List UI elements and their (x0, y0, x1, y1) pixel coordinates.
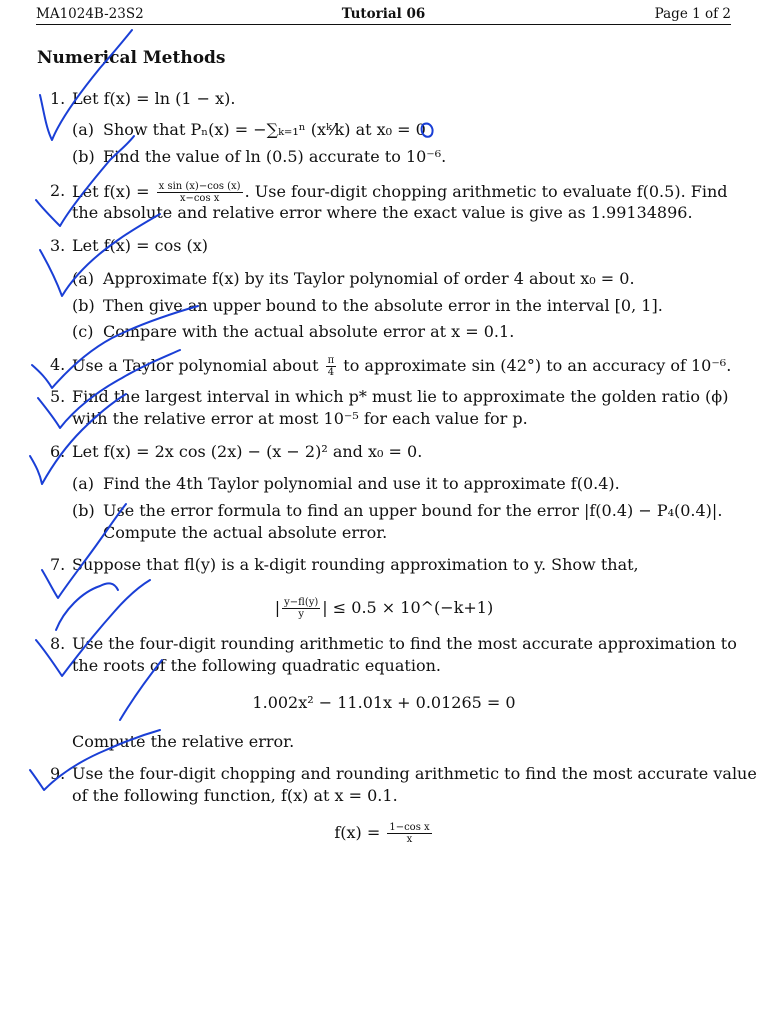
q2-fraction (157, 181, 243, 204)
q4-text (72, 355, 731, 378)
section-title: Numerical Methods (37, 48, 226, 68)
q4-number: 4. (50, 355, 66, 374)
q9-eq-fraction (387, 822, 431, 845)
q2-line2: the absolute and relative error where the exact value is give as 1.99134896. (72, 203, 693, 222)
q1a-text (103, 120, 426, 140)
q6a-label: (a) (72, 474, 95, 493)
q2-number: 2. (50, 181, 66, 200)
q3-stem: Let f(x) = cos (x) (72, 236, 209, 255)
checkmark-q6 (30, 394, 126, 484)
q6a-text: Find the 4th Taylor polynomial and use it to approximate f(0.4). (103, 474, 620, 493)
q8-number: 8. (50, 634, 66, 653)
q7-eq-frac-den: y (298, 609, 305, 620)
q1a-text-post: at x₀ = 0 (350, 120, 426, 139)
q1a-label: (a) (72, 120, 95, 139)
q1-stem: Let f(x) = ln (1 − x). (72, 89, 236, 108)
q4-pre: Use a Taylor polynomial about (72, 356, 324, 375)
q2-frac-num: x sin (x)−cos (x) (158, 181, 241, 192)
q3a-text: Approximate f(x) by its Taylor polynomial of order 4 about x₀ = 0. (103, 269, 635, 288)
q9-equation (0, 822, 768, 845)
q4-post: to approximate sin (42°) to an accuracy of 10⁻⁶. (338, 356, 732, 375)
q8-after: Compute the relative error. (72, 732, 295, 751)
q1b-label: (b) (72, 147, 95, 166)
q7-eq-open-bar: | (274, 598, 281, 617)
q4-frac-den: 4 (327, 367, 335, 378)
q6-stem: Let f(x) = 2x cos (2x) − (x − 2)² and x₀ = 0. (72, 442, 423, 461)
q1a-text-pre: Show that (103, 120, 191, 139)
q9-eq-frac-num: 1−cos x (389, 822, 430, 833)
q2-post: . Use four-digit chopping arithmetic to evaluate f(0.5). Find (244, 182, 728, 201)
q7-stem: Suppose that fl(y) is a k-digit rounding approximation to y. Show that, (72, 555, 639, 574)
q7-number: 7. (50, 555, 66, 574)
q3-number: 3. (50, 236, 66, 255)
doc-title: Tutorial 06 (341, 6, 426, 22)
q7-eq-frac-num: y−fl(y) (284, 597, 319, 608)
q4-fraction (326, 355, 337, 378)
q2-pre: Let f(x) = (72, 182, 155, 201)
q9-eq-frac-den: x (406, 834, 413, 845)
page-indicator: Page 1 of 2 (654, 6, 731, 22)
q4-frac-num: π (327, 355, 335, 366)
header-rule (36, 24, 731, 25)
q1a-math: Pₙ(x) = −∑ₖ₌₁ⁿ (xᵏ⁄k) (190, 120, 351, 139)
q6b-text2: Compute the actual absolute error. (103, 523, 388, 542)
q9-number: 9. (50, 764, 66, 783)
course-code: MA1024B-23S2 (36, 6, 144, 22)
q5-line1: Find the largest interval in which p* must lie to approximate the golden ratio (ϕ) (72, 387, 729, 406)
q3c-text: Compare with the actual absolute error at x = 0.1. (103, 322, 515, 341)
page-header (36, 6, 731, 24)
q2-frac-den: x−cos x (179, 193, 220, 204)
q3a-label: (a) (72, 269, 95, 288)
q9-line1: Use the four-digit chopping and rounding arithmetic to find the most accurate value (72, 764, 757, 783)
q8-line2: the roots of the following quadratic equation. (72, 656, 441, 675)
q6b-label: (b) (72, 501, 95, 520)
q3c-label: (c) (72, 322, 94, 341)
q3b-text: Then give an upper bound to the absolute error in the interval [0, 1]. (103, 296, 663, 315)
q1-number: 1. (50, 89, 66, 108)
q5-line2: with the relative error at most 10⁻⁵ for each value for p. (72, 409, 528, 428)
q9-line2: of the following function, f(x) at x = 0.1. (72, 786, 398, 805)
q7-equation (0, 597, 768, 620)
q8-equation: 1.002x² − 11.01x + 0.01265 = 0 (252, 693, 516, 712)
q1b-text: Find the value of ln (0.5) accurate to 10⁻⁶. (103, 147, 447, 166)
q6-number: 6. (50, 442, 66, 461)
q6b-text: Use the error formula to find an upper bound for the error |f(0.4) − P₄(0.4)|. (103, 501, 723, 520)
q3b-label: (b) (72, 296, 95, 315)
q7-eq-post: | ≤ 0.5 × 10^(−k+1) (322, 598, 494, 617)
q8-line1: Use the four-digit rounding arithmetic to find the most accurate approximation to (72, 634, 737, 653)
q5-number: 5. (50, 387, 66, 406)
q9-eq-pre: f(x) = (334, 823, 386, 842)
q7-eq-fraction (282, 597, 320, 620)
q2-line1 (72, 181, 728, 204)
